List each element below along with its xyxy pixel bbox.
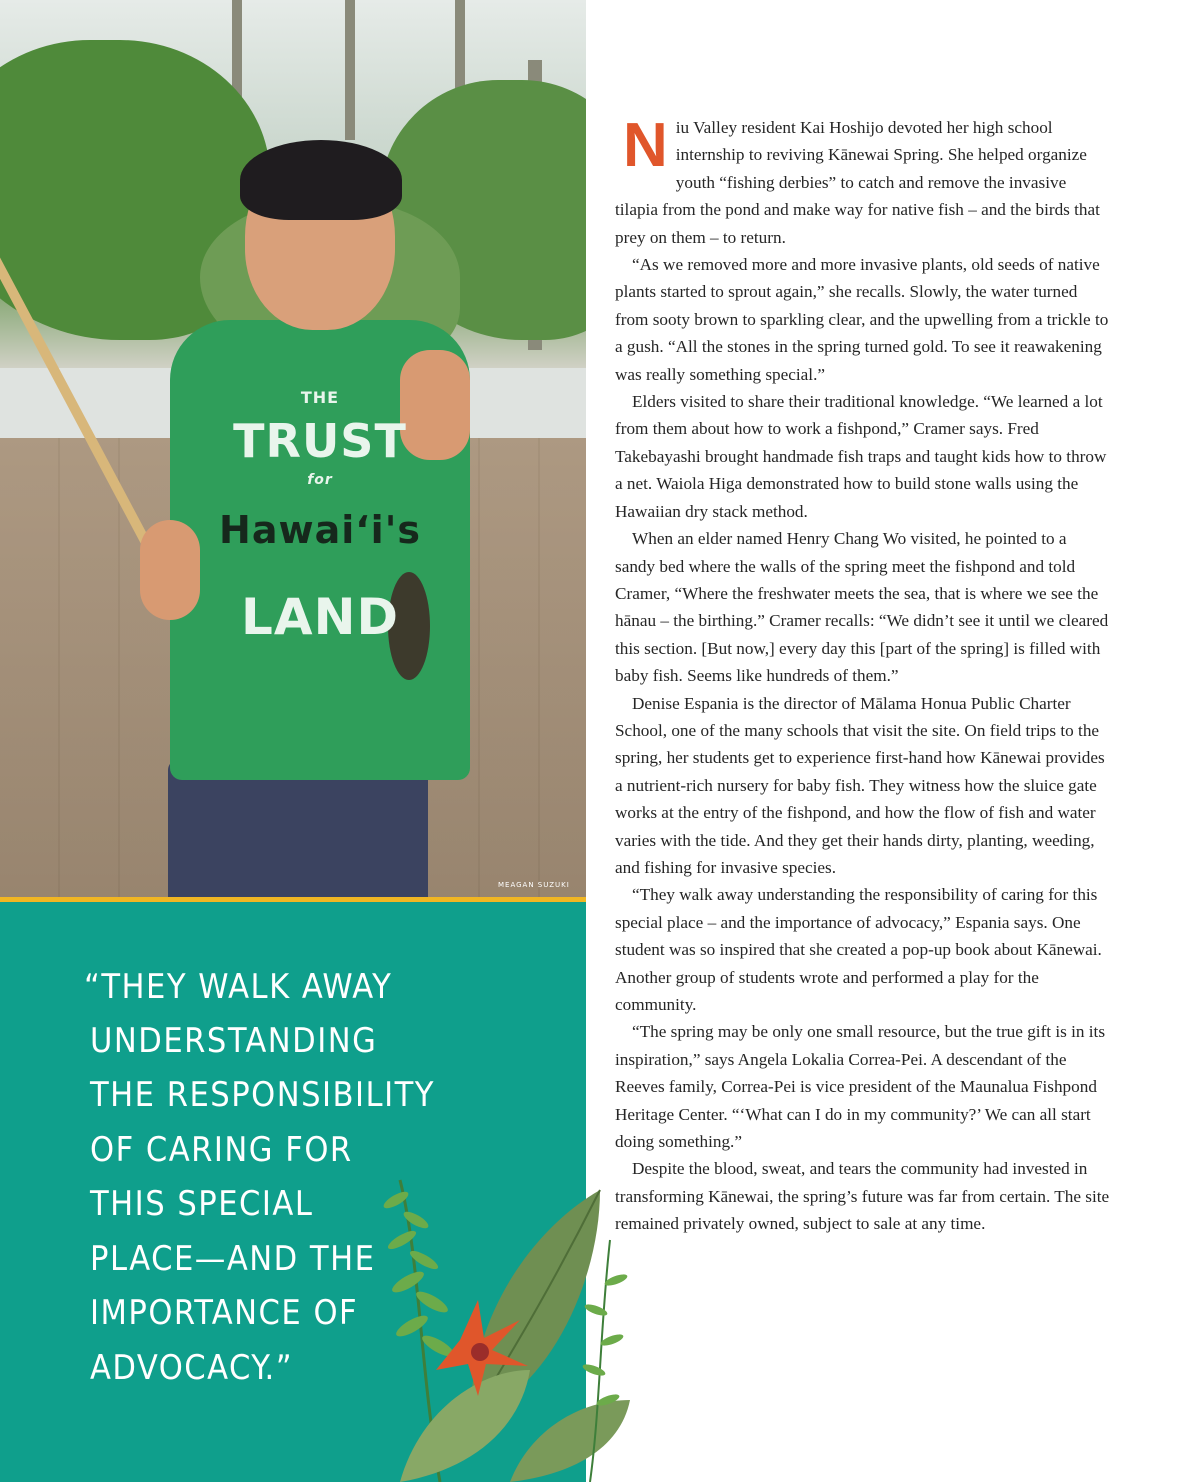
shirt-text-hawaii: Hawaiʻi's [219,508,421,552]
pull-quote-line: PLACE—AND THE [90,1239,376,1279]
pull-quote-line: THE RESPONSIBILITY [90,1075,435,1115]
drop-cap: N [623,111,668,180]
article-body [615,111,1110,1238]
pull-quote-line: THIS SPECIAL [90,1184,314,1224]
article-paragraph: “The spring may be only one small resource, but the true gift is in its inspiration,” says Angela Lokalia Correa-Pei. A descendant of the Reeves family, Correa-Pei is vice president of the Maunalua Fishpond Heritage Center. “‘What can I do in my community?’ We can all start doing something.” [615,1022,1106,1152]
palm-trunk [345,0,355,140]
article-paragraph [615,111,1110,251]
shirt-text-for: for [307,472,333,488]
shirt-text-land: LAND [241,588,399,646]
fern-and-flower-illustration [360,1170,640,1482]
article-paragraph: When an elder named Henry Chang Wo visited, he pointed to a sandy bed where the walls of the spring meet the fishpond and told Cramer, “Where the freshwater meets the sea, that is where we see the hānau – the birthing.” Cramer recalls: “We didn’t see it until we cleared this section. [But now,] every day this [part of the spring] is filled with baby fish. Seems like hundreds of them.” [615,529,1109,686]
left-arm [140,520,200,620]
paragraph-text: iu Valley resident Kai Hoshijo devoted her high school internship to reviving Kānewai Spring. She helped organize youth “fishing derbies” to catch and remove the invasive tilapia from the pond and make way for native fish – and the birds that prey on them – to return. [615,118,1100,247]
shirt-text-trust: TRUST [233,414,407,468]
article-paragraph: Elders visited to share their traditional knowledge. “We learned a lot from them about how to work a fishpond,” Cramer says. Fred Takebayashi brought handmade fish traps and taught kids how to throw a net. Waiola Higa demonstrated how to build stone walls using the Hawaiian dry stack method. [615,392,1107,521]
feature-photo [0,0,586,898]
article-paragraph: “They walk away understanding the responsibility of caring for this special place – and the importance of advocacy,” Espania says. One student was so inspired that she created a pop-up book about Kānewai. Another group of students wrote and performed a play for the community. [615,885,1102,1014]
pull-quote-line: ADVOCACY.” [90,1348,294,1388]
photo-credit: MEAGAN SUZUKI [498,881,570,889]
article-paragraph: “As we removed more and more invasive plants, old seeds of native plants started to sprout again,” she recalls. Slowly, the water turned from sooty brown to sparkling clear, and the upwelling from a trickle to a gush. “All the stones in the spring turned gold. To see it reawakening was really something special.” [615,255,1109,384]
shorts [168,760,428,898]
pull-quote-line: IMPORTANCE OF [90,1293,359,1333]
pull-quote-line: UNDERSTANDING [90,1021,378,1061]
pull-quote-line: “THEY WALK AWAY [84,967,393,1007]
article-paragraph: Denise Espania is the director of Mālama Honua Public Charter School, one of the many schools that visit the site. On field trips to the spring, her students get to experience first-hand how Kānewai provides a nutrient-rich nursery for baby fish. They witness how the sluice gate works at the entry of the fishpond, and how the flow of fish and water varies with the tide. And they get their hands dirty, planting, weeding, and fishing for invasive species. [615,693,1105,877]
boy-hair [240,140,402,220]
article-paragraph: Despite the blood, sweat, and tears the community had invested in transforming Kānewai, the spring’s future was far from certain. The site remained privately owned, subject to sale at any time. [615,1159,1110,1234]
pull-quote-line: OF CARING FOR [90,1130,353,1170]
shirt-text-the: THE [300,388,340,407]
